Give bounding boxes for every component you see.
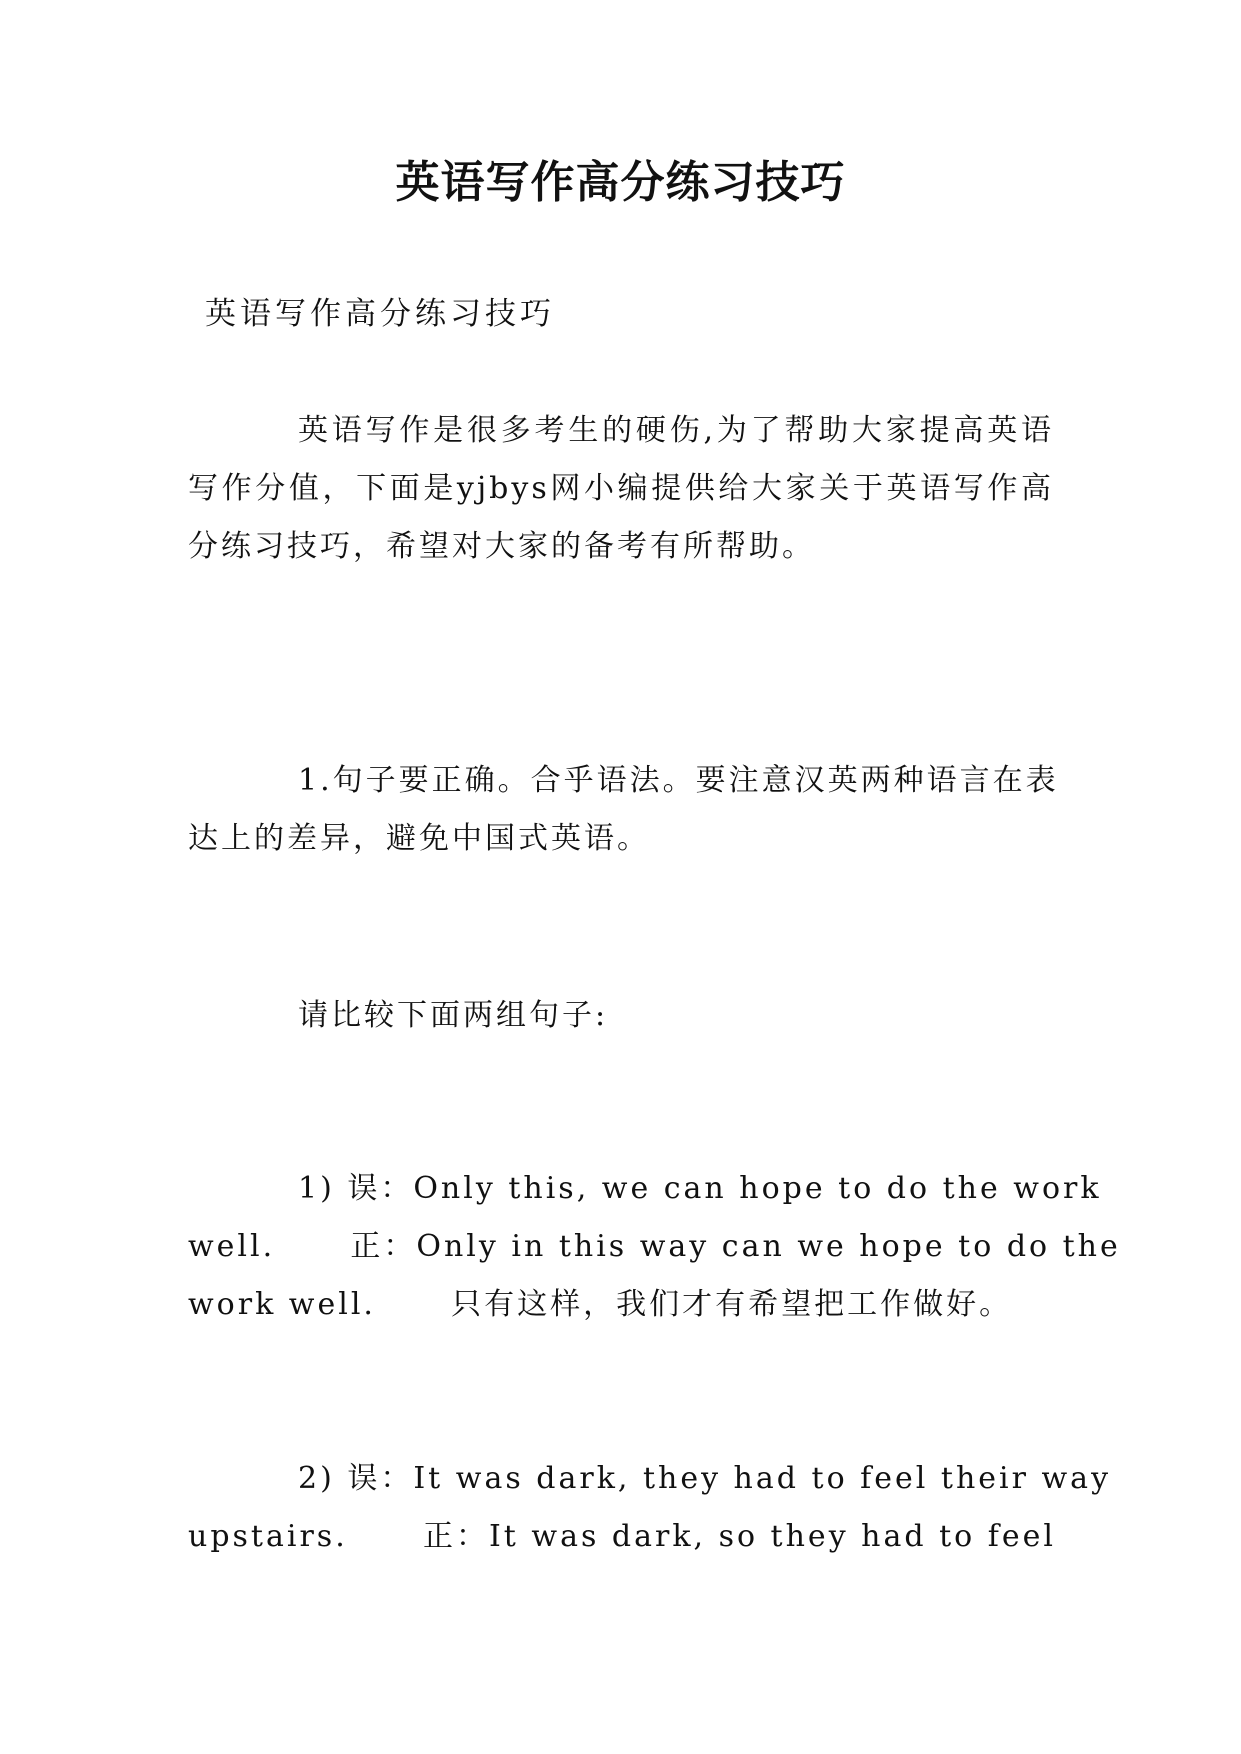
- example-1-line: work well. 只有这样，我们才有希望把工作做好。: [188, 1287, 1013, 1322]
- point-1-line: 1.句子要正确。合乎语法。要注意汉英两种语言在表: [298, 763, 1059, 798]
- example-2-line: 2) 误：It was dark, they had to feel their way: [298, 1461, 1112, 1496]
- intro-line: 写作分值，下面是yjbys网小编提供给大家关于英语写作高: [188, 471, 1054, 506]
- intro-line: 分练习技巧，希望对大家的备考有所帮助。: [188, 529, 815, 564]
- compare-paragraph: [188, 987, 1054, 1045]
- example-2-line: upstairs. 正：It was dark, so they had to feel: [188, 1519, 1056, 1554]
- example-1-line: well. 正：Only in this way can we hope to do the: [188, 1229, 1121, 1264]
- point-1-line: 达上的差异，避免中国式英语。: [188, 821, 650, 856]
- example-1-paragraph: [188, 1160, 1121, 1334]
- document-subtitle: 英语写作高分练习技巧: [205, 296, 555, 332]
- document-title: 英语写作高分练习技巧: [395, 157, 846, 208]
- example-2-paragraph: [188, 1450, 1112, 1566]
- intro-paragraph: [188, 402, 1054, 576]
- intro-line: 英语写作是很多考生的硬伤,为了帮助大家提高英语: [298, 413, 1054, 448]
- point-1-paragraph: [188, 752, 1059, 868]
- compare-line: 请比较下面两组句子:: [298, 998, 609, 1033]
- example-1-line: 1) 误：Only this, we can hope to do the work: [298, 1171, 1102, 1206]
